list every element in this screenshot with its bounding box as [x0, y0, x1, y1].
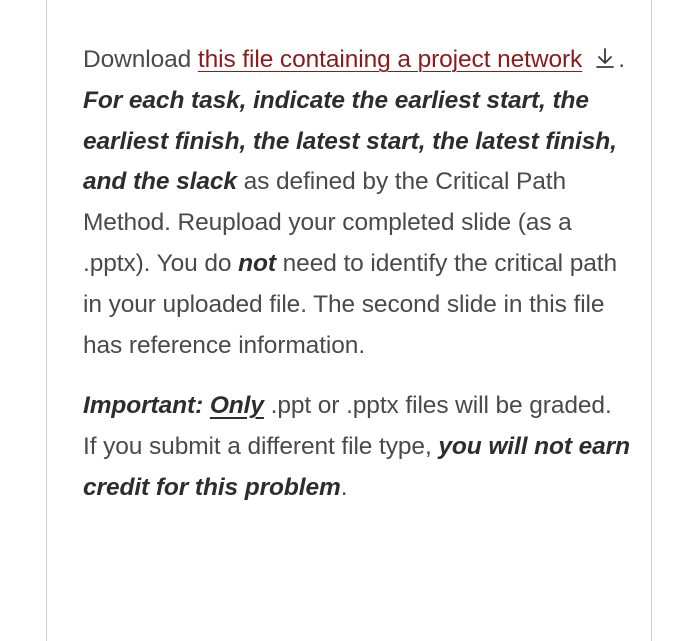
instructions-paragraph: [83, 40, 631, 366]
question-body: [83, 40, 631, 509]
final-period: .: [340, 473, 348, 501]
bold-instructions: For each task, indicate the earliest start, the earliest finish, the latest start, the latest finish, and the slack: [83, 86, 617, 196]
not-emphasis: not: [238, 249, 276, 277]
only-emphasis: Only: [209, 392, 264, 420]
project-network-file-link[interactable]: this file containing a project network: [197, 46, 583, 73]
credit-warning: you will not earn credit for this problem: [83, 433, 630, 501]
closing-text: need to identify the critical path in your uploaded file. The second slide in this file has reference information.: [83, 249, 618, 359]
download-arrow-icon[interactable]: [594, 46, 616, 70]
after-icon-text: .: [618, 46, 625, 73]
cpm-text: as defined by the Critical Path Method. Reupload your completed slide (as a .pptx). You do: [83, 168, 572, 277]
content-panel: [46, 0, 652, 641]
intro-text: Download: [83, 46, 198, 73]
filetype-text: .ppt or .pptx files will be graded. If you submit a different file type,: [83, 392, 612, 461]
important-paragraph: [83, 386, 631, 508]
important-label: Important:: [83, 392, 204, 420]
space-text: [203, 392, 210, 419]
